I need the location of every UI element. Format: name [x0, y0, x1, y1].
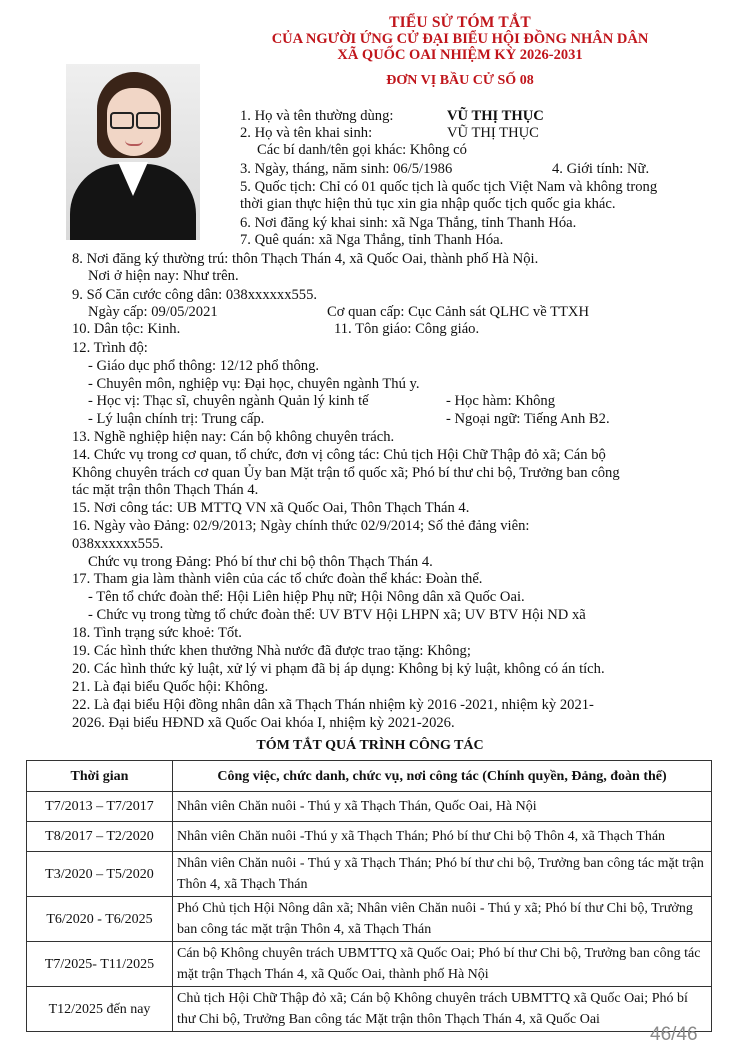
- cell-time: T7/2013 – T7/2017: [27, 792, 173, 822]
- work-history-table: [26, 760, 712, 1032]
- electoral-unit: ĐƠN VỊ BẦU CỬ SỐ 08: [386, 73, 534, 88]
- bio-birth-name-label: 2. Họ và tên khai sinh:: [240, 125, 373, 141]
- bio-nationality-1: 5. Quốc tịch: Chỉ có 01 quốc tịch là quốc tịch Việt Nam và không trong: [240, 179, 658, 195]
- page-number: 46/46: [650, 1024, 698, 1045]
- bio-general-education: - Giáo dục phổ thông: 12/12 phổ thông.: [88, 358, 320, 374]
- bio-gender: 4. Giới tính: Nữ.: [552, 161, 650, 177]
- cell-time: T8/2017 – T2/2020: [27, 822, 173, 852]
- bio-academic-title: - Học hàm: Không: [446, 393, 556, 409]
- cell-description: Cán bộ Không chuyên trách UBMTTQ xã Quốc Oai; Phó bí thư Chi bộ, Trưởng ban công tác mặt trận Thạch Thán 4, xã Quốc Oai, thành phố Hà Nội: [173, 942, 712, 987]
- table-row: [27, 792, 712, 822]
- column-header-time: Thời gian: [27, 761, 173, 792]
- bio-id-date: Ngày cấp: 09/05/2021: [88, 304, 218, 320]
- table-row: [27, 942, 712, 987]
- bio-ethnicity: 10. Dân tộc: Kinh.: [72, 321, 181, 337]
- bio-national-assembly: 21. Là đại biểu Quốc hội: Không.: [72, 679, 269, 695]
- cell-time: T6/2020 - T6/2025: [27, 897, 173, 942]
- document-subtitle-1: CỦA NGƯỜI ỨNG CỬ ĐẠI BIỂU HỘI ĐỒNG NHÂN DÂN: [271, 31, 649, 47]
- document-header: [220, 14, 700, 89]
- bio-position-1: 14. Chức vụ trong cơ quan, tổ chức, đơn vị công tác: Chủ tịch Hội Chữ Thập đỏ xã; Cán bộ: [72, 447, 606, 463]
- bio-religion: 11. Tôn giáo: Công giáo.: [334, 321, 480, 337]
- bio-birth-date: 3. Ngày, tháng, năm sinh: 06/5/1986: [240, 161, 453, 177]
- table-row: [27, 987, 712, 1032]
- bio-position-2: Không chuyên trách cơ quan Ủy ban Mặt trận tổ quốc xã; Phó bí thư chi bộ, Trưởng ban công: [72, 465, 620, 481]
- bio-hometown: 7. Quê quán: xã Nga Thắng, tỉnh Thanh Hóa.: [240, 232, 504, 248]
- bio-awards: 19. Các hình thức khen thưởng Nhà nước đã được trao tặng: Không;: [72, 643, 471, 659]
- bio-party-1: 16. Ngày vào Đảng: 02/9/2013; Ngày chính thức 02/9/2014; Số thẻ đảng viên:: [72, 518, 530, 534]
- cell-description: Nhân viên Chăn nuôi - Thú y xã Thạch Thán; Phó bí thư chi bộ, Trưởng ban công tác mặt trận Thôn 4, xã Thạch Thán: [173, 852, 712, 897]
- document-subtitle-2: XÃ QUỐC OAI NHIỆM KỲ 2026-2031: [337, 47, 583, 63]
- bio-id-issuer: Cơ quan cấp: Cục Cảnh sát QLHC về TTXH: [327, 304, 589, 320]
- bio-birth-registration: 6. Nơi đăng ký khai sinh: xã Nga Thắng, tỉnh Thanh Hóa.: [240, 215, 577, 231]
- bio-council-1: 22. Là đại biểu Hội đồng nhân dân xã Thạch Thán nhiệm kỳ 2016 -2021, nhiệm kỳ 2021-: [72, 697, 594, 713]
- cell-description: Nhân viên Chăn nuôi - Thú y xã Thạch Thán, Quốc Oai, Hà Nội: [173, 792, 712, 822]
- bio-party-2: 038xxxxxx555.: [72, 536, 164, 552]
- cell-description: Phó Chủ tịch Hội Nông dân xã; Nhân viên Chăn nuôi - Thú y xã; Phó bí thư Chi bộ, Trưởng ban công tác mặt trận Thôn 4, xã Thạch Thán: [173, 897, 712, 942]
- table-row: [27, 897, 712, 942]
- cell-time: T3/2020 – T5/2020: [27, 852, 173, 897]
- work-history-title: TÓM TẮT QUÁ TRÌNH CÔNG TÁC: [256, 738, 484, 753]
- bio-position-3: tác mặt trận thôn Thạch Thán 4.: [72, 482, 259, 498]
- portrait-photo: [66, 64, 200, 240]
- bio-workplace: 15. Nơi công tác: UB MTTQ VN xã Quốc Oai, Thôn Thạch Thán 4.: [72, 500, 470, 516]
- bio-organization-names: - Tên tổ chức đoàn thể: Hội Liên hiệp Phụ nữ; Hội Nông dân xã Quốc Oai.: [88, 589, 525, 605]
- bio-health: 18. Tình trạng sức khoẻ: Tốt.: [72, 625, 242, 641]
- bio-permanent-residence: 8. Nơi đăng ký thường trú: thôn Thạch Thán 4, xã Quốc Oai, thành phố Hà Nội.: [72, 251, 539, 267]
- bio-council-2: 2026. Đại biểu HĐND xã Quốc Oai khóa I, nhiệm kỳ 2021-2026.: [72, 715, 455, 731]
- cell-description: Chủ tịch Hội Chữ Thập đỏ xã; Cán bộ Không chuyên trách UBMTTQ xã Quốc Oai; Phó bí thư Chi bộ, Trưởng Ban công tác Mặt trận thôn Thạch Thán 4, xã Quốc Oai: [173, 987, 712, 1032]
- document-title: TIỂU SỬ TÓM TẮT: [389, 14, 531, 31]
- cell-description: Nhân viên Chăn nuôi -Thú y xã Thạch Thán; Phó bí thư Chi bộ Thôn 4, xã Thạch Thán: [173, 822, 712, 852]
- bio-education-heading: 12. Trình độ:: [72, 340, 148, 356]
- bio-alias: Các bí danh/tên gọi khác: Không có: [257, 142, 467, 158]
- bio-current-residence: Nơi ở hiện nay: Như trên.: [88, 268, 239, 284]
- bio-degree: - Học vị: Thạc sĩ, chuyên ngành Quản lý kinh tế: [88, 393, 369, 409]
- bio-political-theory: - Lý luận chính trị: Trung cấp.: [88, 411, 265, 427]
- bio-occupation: 13. Nghề nghiệp hiện nay: Cán bộ không chuyên trách.: [72, 429, 395, 445]
- table-row: [27, 822, 712, 852]
- bio-organizations: 17. Tham gia làm thành viên của các tổ chức đoàn thể khác: Đoàn thể.: [72, 571, 483, 587]
- bio-foreign-language: - Ngoại ngữ: Tiếng Anh B2.: [446, 411, 610, 427]
- bio-birth-name: VŨ THỊ THỤC: [447, 125, 539, 141]
- bio-common-name-label: 1. Họ và tên thường dùng:: [240, 108, 394, 124]
- table-header-row: [27, 761, 712, 792]
- bio-nationality-2: thời gian thực hiện thủ tục xin gia nhập quốc tịch quốc gia khác.: [240, 196, 616, 212]
- bio-common-name: VŨ THỊ THỤC: [447, 108, 544, 124]
- column-header-description: Công việc, chức danh, chức vụ, nơi công tác (Chính quyền, Đảng, đoàn thể): [173, 761, 712, 792]
- table-row: [27, 852, 712, 897]
- bio-party-position: Chức vụ trong Đảng: Phó bí thư chi bộ thôn Thạch Thán 4.: [88, 554, 433, 570]
- bio-discipline: 20. Các hình thức kỷ luật, xử lý vi phạm đã bị áp dụng: Không bị kỷ luật, không có án tích.: [72, 661, 605, 677]
- bio-organization-positions: - Chức vụ trong từng tổ chức đoàn thể: UV BTV Hội LHPN xã; UV BTV Hội ND xã: [88, 607, 586, 623]
- cell-time: T12/2025 đến nay: [27, 987, 173, 1032]
- cell-time: T7/2025- T11/2025: [27, 942, 173, 987]
- bio-specialty: - Chuyên môn, nghiệp vụ: Đại học, chuyên ngành Thú y.: [88, 376, 420, 392]
- bio-id-number: 9. Số Căn cước công dân: 038xxxxxx555.: [72, 287, 318, 303]
